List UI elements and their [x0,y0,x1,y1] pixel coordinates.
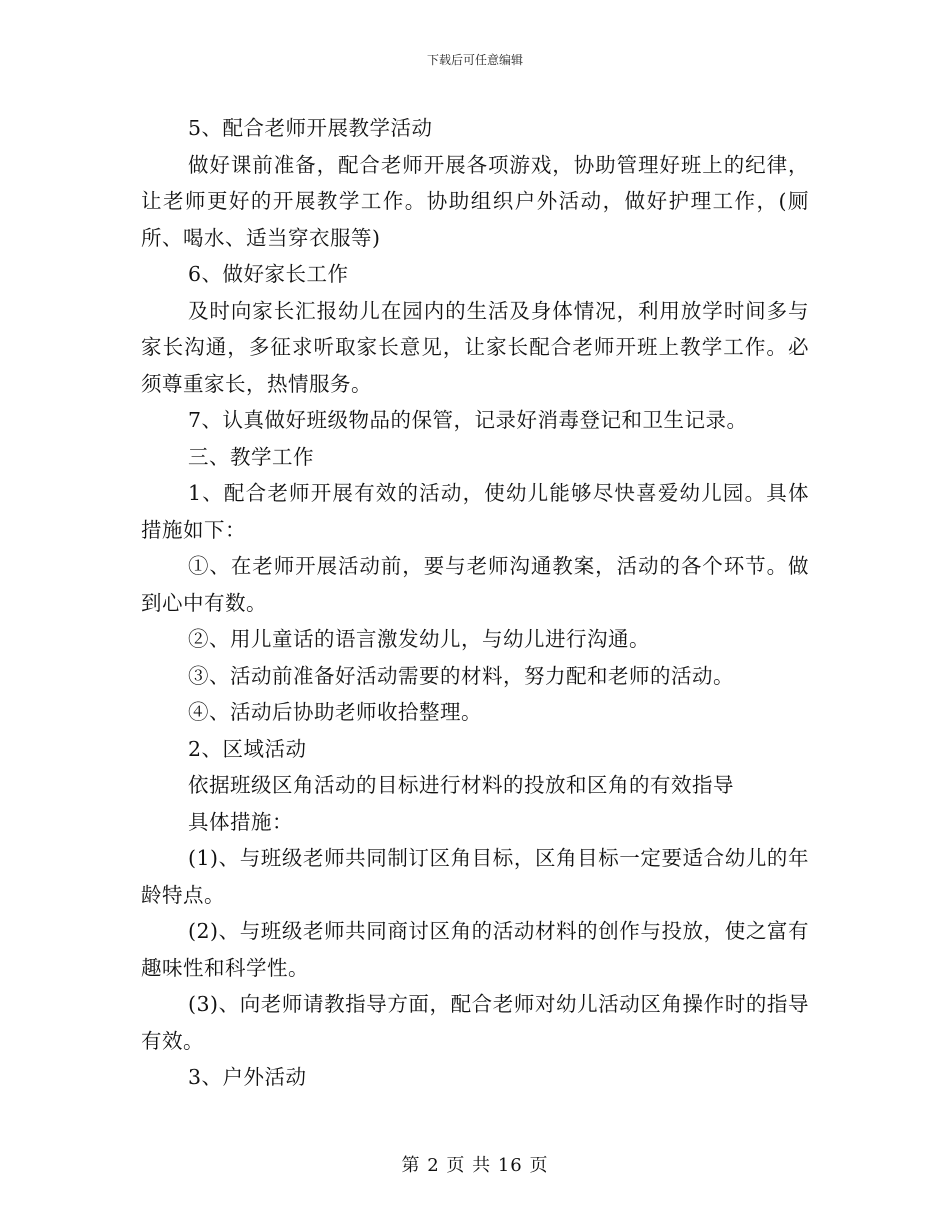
paragraph: 具体措施： [188,809,293,834]
paragraph: ①、在老师开展活动前，要与老师沟通教案，活动的各个环节。做到心中有数。 [141,554,809,615]
paragraph: 6、做好家长工作 [188,262,349,286]
paragraph: 依据班级区角活动的目标进行材料的投放和区角的有效指导 [188,773,734,797]
paragraph: ②、用儿童话的语言激发幼儿，与幼儿进行沟通。 [188,627,650,651]
paragraph: 1、配合老师开展有效的活动，使幼儿能够尽快喜爱幼儿园。具体措施如下： [141,481,809,542]
paragraph: 做好课前准备，配合老师开展各项游戏，协助管理好班上的纪律，让老师更好的开展教学工作。协助组织户外活动，做好护理工作，(厕所、喝水、适当穿衣服等) [141,152,809,250]
page-number-footer: 第 2 页 共 16 页 [401,1155,549,1176]
paragraph: ③、活动前准备好活动需要的材料，努力配和老师的活动。 [188,663,734,688]
paragraph: (3)、向老师请教指导方面，配合老师对幼儿活动区角操作时的指导有效。 [141,992,809,1053]
paragraph: 及时向家长汇报幼儿在园内的生活及身体情况，利用放学时间多与家长沟通，多征求听取家长意见，让家长配合老师开班上教学工作。必须尊重家长，热情服务。 [141,298,809,396]
paragraph: 2、区域活动 [188,736,307,761]
page-header-note: 下载后可任意编辑 [426,53,523,67]
paragraph: 5、配合老师开展教学活动 [188,116,433,140]
section-heading: 三、教学工作 [188,444,314,469]
paragraph: 3、户外活动 [188,1065,307,1089]
paragraph: (1)、与班级老师共同制订区角目标，区角目标一定要适合幼儿的年龄特点。 [141,846,809,907]
paragraph: (2)、与班级老师共同商讨区角的活动材料的创作与投放，使之富有趣味性和科学性。 [141,919,809,980]
paragraph: 7、认真做好班级物品的保管，记录好消毒登记和卫生记录。 [188,408,748,432]
document-body [141,110,809,1096]
paragraph: ④、活动后协助老师收拾整理。 [188,700,482,724]
